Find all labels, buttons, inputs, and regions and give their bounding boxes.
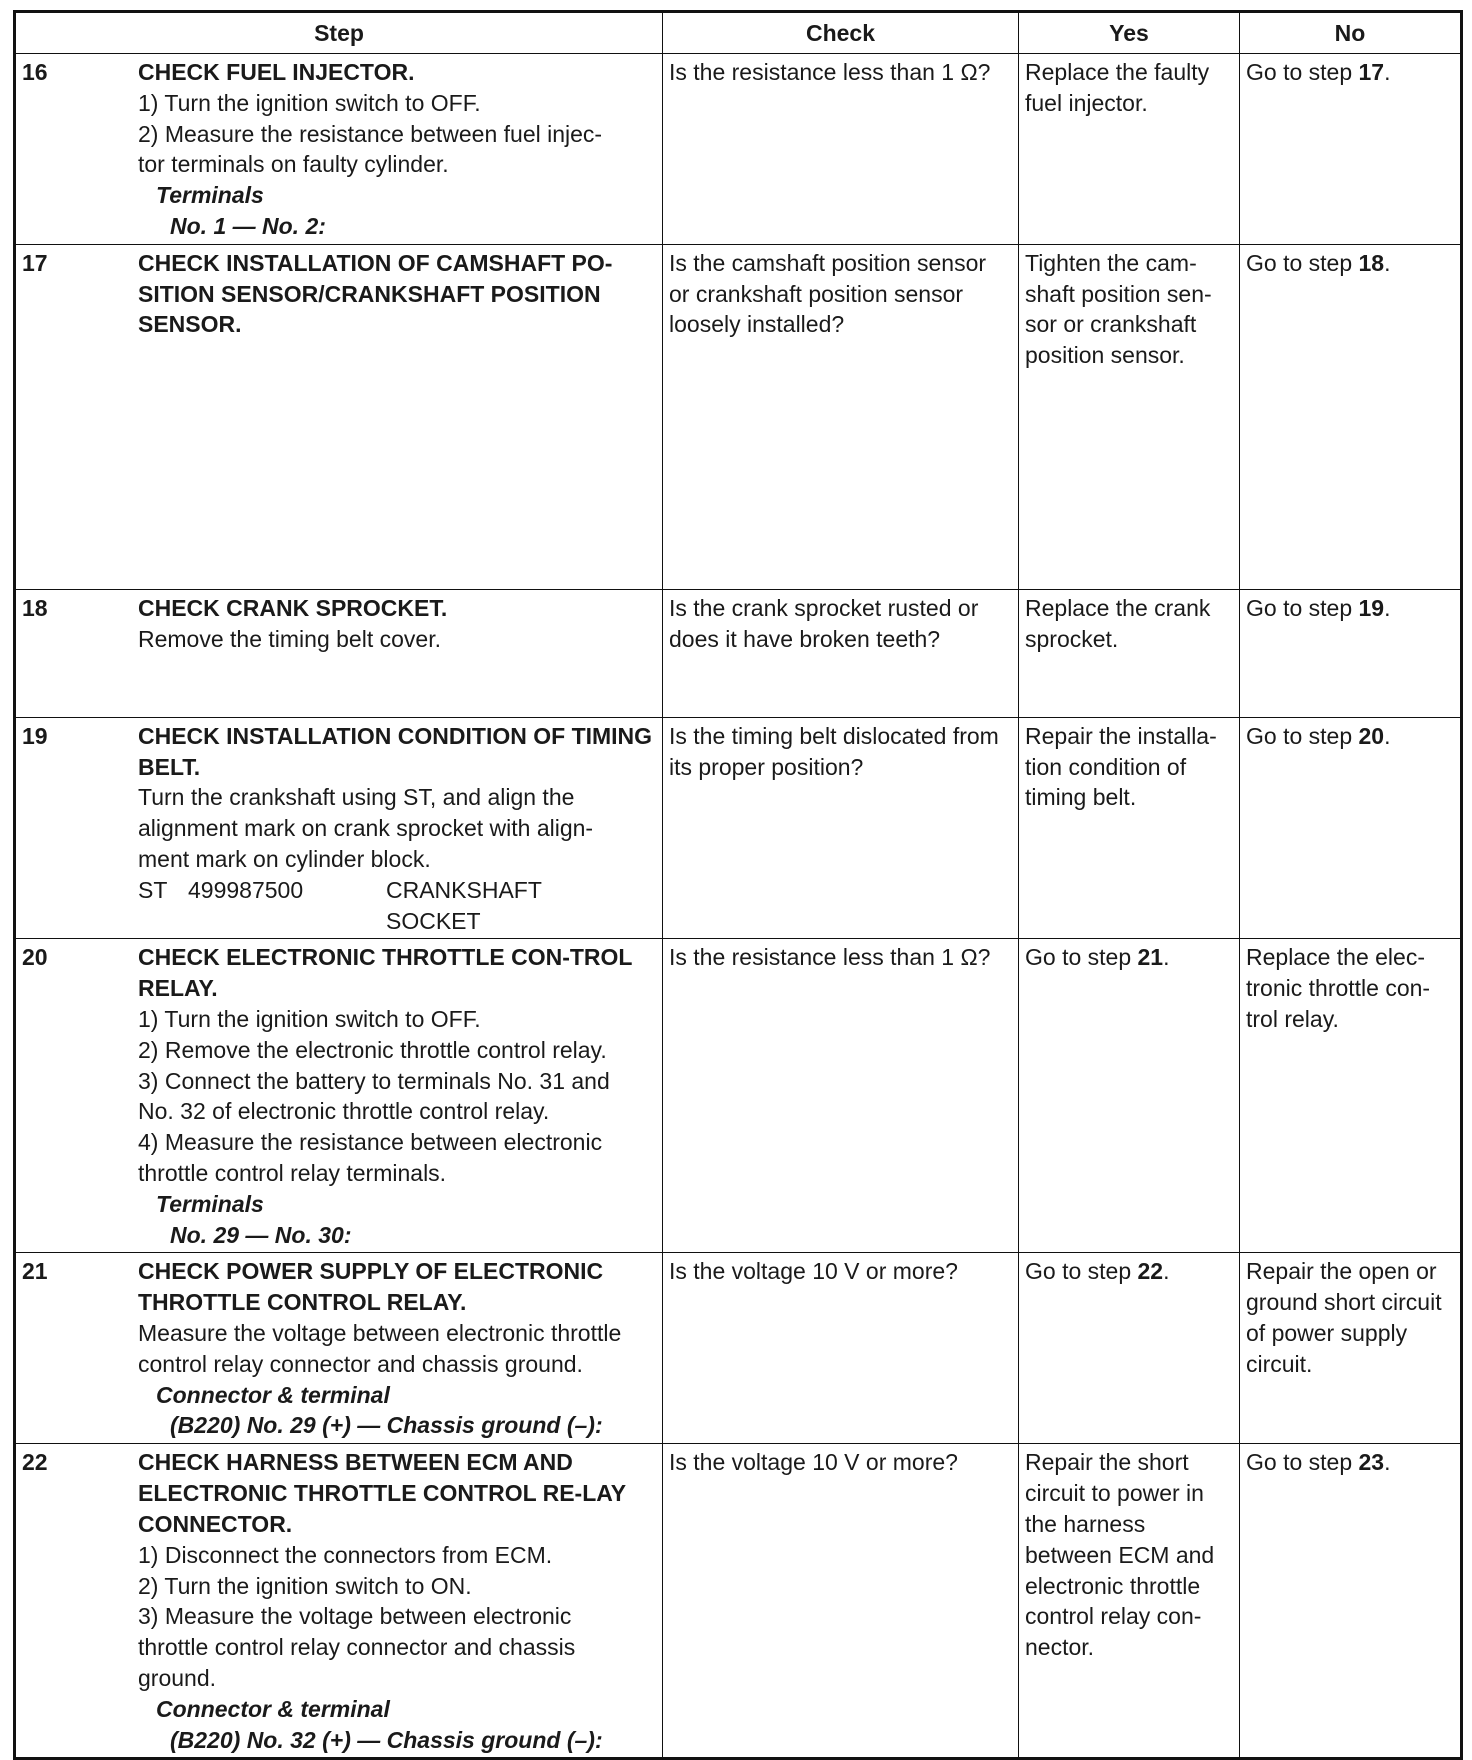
no-end: . — [1384, 722, 1391, 749]
table-row — [15, 717, 1462, 939]
yes-step-ref: 21 — [1137, 944, 1164, 971]
no-cell — [1240, 1444, 1462, 1759]
step-title: CHECK ELECTRONIC THROTTLE CON-TROL RELAY. — [138, 944, 633, 1002]
step-line: No. 32 of electronic throttle control relay. — [138, 1098, 550, 1125]
header-no: No — [1240, 12, 1462, 54]
table-row — [15, 54, 1462, 245]
step-spec: No. 29 — No. 30: — [170, 1221, 352, 1248]
step-line: throttle control relay connector and chassis — [138, 1634, 576, 1661]
step-line: control relay connector and chassis ground. — [138, 1350, 583, 1377]
no-text: Go to step — [1246, 249, 1359, 276]
no-end: . — [1384, 1449, 1391, 1476]
step-number: 18 — [22, 594, 48, 621]
check-cell: Is the voltage 10 V or more? — [663, 1444, 1019, 1759]
table-row — [15, 244, 1462, 589]
step-line: 3) Measure the voltage between electronic — [138, 1603, 572, 1630]
step-line: ment mark on cylinder block. — [138, 845, 431, 872]
step-title: CHECK INSTALLATION OF CAMSHAFT PO-SITION SENSOR/CRANKSHAFT POSITION SENSOR. — [138, 249, 613, 338]
no-cell — [1240, 54, 1462, 245]
header-yes: Yes — [1019, 12, 1240, 54]
special-tool-name: CRANKSHAFT — [386, 876, 542, 903]
step-title: CHECK FUEL INJECTOR. — [138, 59, 415, 85]
no-cell — [1240, 717, 1462, 939]
yes-text: Go to step — [1025, 1258, 1138, 1285]
yes-cell — [1019, 1253, 1240, 1444]
step-cell — [15, 54, 663, 245]
step-cell — [15, 1444, 663, 1759]
step-line: Turn the crankshaft using ST, and align the — [138, 784, 575, 811]
table-row — [15, 589, 1462, 717]
step-number: 21 — [22, 1258, 48, 1285]
step-title: CHECK INSTALLATION CONDITION OF TIMING BELT. — [138, 722, 653, 780]
step-title: CHECK POWER SUPPLY OF ELECTRONIC THROTTLE CONTROL RELAY. — [138, 1258, 604, 1316]
no-cell: Replace the elec-tronic throttle con-trol relay. — [1240, 939, 1462, 1253]
yes-cell: Repair the installa-tion condition of timing belt. — [1019, 717, 1240, 939]
table-row — [15, 1253, 1462, 1444]
no-text: Go to step — [1246, 59, 1359, 85]
step-line: 4) Measure the resistance between electronic — [138, 1129, 603, 1156]
check-cell: Is the camshaft position sensor or crankshaft position sensor loosely installed? — [663, 244, 1019, 589]
step-spec: (B220) No. 32 (+) — Chassis ground (–): — [170, 1726, 603, 1753]
step-number: 22 — [22, 1449, 48, 1476]
yes-cell: Replace the crank sprocket. — [1019, 589, 1240, 717]
step-line: ground. — [138, 1664, 217, 1691]
no-end: . — [1384, 594, 1391, 621]
step-cell — [15, 1253, 663, 1444]
step-line: throttle control relay terminals. — [138, 1159, 447, 1186]
diagnostic-table — [13, 10, 1463, 1760]
no-cell — [1240, 244, 1462, 589]
step-title: CHECK HARNESS BETWEEN ECM AND ELECTRONIC THROTTLE CONTROL RE-LAY CONNECTOR. — [138, 1449, 626, 1537]
header-step: Step — [15, 12, 663, 54]
step-number: 16 — [22, 59, 48, 85]
no-step-ref: 17 — [1358, 59, 1385, 85]
step-spec: (B220) No. 29 (+) — Chassis ground (–): — [170, 1412, 603, 1439]
step-line: 2) Remove the electronic throttle control relay. — [138, 1036, 607, 1063]
yes-end: . — [1163, 944, 1170, 971]
check-cell: Is the voltage 10 V or more? — [663, 1253, 1019, 1444]
step-subheading: Connector & terminal — [156, 1381, 390, 1408]
step-line: 1) Disconnect the connectors from ECM. — [138, 1541, 553, 1568]
no-step-ref: 20 — [1358, 722, 1385, 749]
no-text: Go to step — [1246, 594, 1359, 621]
check-cell: Is the timing belt dislocated from its proper position? — [663, 717, 1019, 939]
yes-text: Go to step — [1025, 944, 1138, 971]
special-tool-label: ST — [138, 876, 168, 903]
no-text: Go to step — [1246, 1449, 1359, 1476]
no-cell: Repair the open or ground short circuit of power supply circuit. — [1240, 1253, 1462, 1444]
header-check: Check — [663, 12, 1019, 54]
step-line: Remove the timing belt cover. — [138, 625, 441, 652]
step-cell — [15, 939, 663, 1253]
step-subheading: Terminals — [156, 182, 264, 209]
step-title: CHECK CRANK SPROCKET. — [138, 594, 448, 621]
table-row — [15, 1444, 1462, 1759]
table-row — [15, 939, 1462, 1253]
yes-step-ref: 22 — [1137, 1258, 1164, 1285]
step-spec: No. 1 — No. 2: — [170, 212, 326, 239]
special-tool-number: 499987500 — [188, 876, 304, 903]
no-cell — [1240, 589, 1462, 717]
step-subheading: Connector & terminal — [156, 1695, 390, 1722]
step-line: alignment mark on crank sprocket with align- — [138, 815, 594, 842]
check-cell: Is the crank sprocket rusted or does it have broken teeth? — [663, 589, 1019, 717]
yes-cell — [1019, 939, 1240, 1253]
check-cell: Is the resistance less than 1 Ω? — [663, 54, 1019, 245]
step-number: 19 — [22, 722, 48, 749]
yes-cell: Tighten the cam-shaft position sen-sor or crankshaft position sensor. — [1019, 244, 1240, 589]
yes-end: . — [1163, 1258, 1170, 1285]
no-step-ref: 23 — [1358, 1449, 1385, 1476]
table-header-row — [15, 12, 1462, 54]
yes-cell: Replace the faulty fuel injector. — [1019, 54, 1240, 245]
special-tool — [138, 875, 656, 937]
step-line: 1) Turn the ignition switch to OFF. — [138, 89, 481, 116]
step-line: 1) Turn the ignition switch to OFF. — [138, 1005, 481, 1032]
no-step-ref: 19 — [1358, 594, 1385, 621]
no-end: . — [1384, 59, 1391, 85]
step-line: 3) Connect the battery to terminals No. 31 and — [138, 1067, 610, 1094]
step-cell — [15, 717, 663, 939]
step-number: 17 — [22, 249, 48, 276]
step-cell — [15, 244, 663, 589]
step-cell — [15, 589, 663, 717]
yes-cell: Repair the short circuit to power in the harness between ECM and electronic throttle control relay con-nector. — [1019, 1444, 1240, 1759]
step-subheading: Terminals — [156, 1190, 264, 1217]
step-line: tor terminals on faulty cylinder. — [138, 151, 449, 178]
no-end: . — [1384, 249, 1391, 276]
no-step-ref: 18 — [1358, 249, 1385, 276]
no-text: Go to step — [1246, 722, 1359, 749]
special-tool-name: SOCKET — [386, 907, 481, 934]
step-line: 2) Turn the ignition switch to ON. — [138, 1572, 472, 1599]
step-number: 20 — [22, 944, 48, 971]
step-line: 2) Measure the resistance between fuel injec- — [138, 120, 603, 147]
check-cell: Is the resistance less than 1 Ω? — [663, 939, 1019, 1253]
step-line: Measure the voltage between electronic throttle — [138, 1319, 622, 1346]
